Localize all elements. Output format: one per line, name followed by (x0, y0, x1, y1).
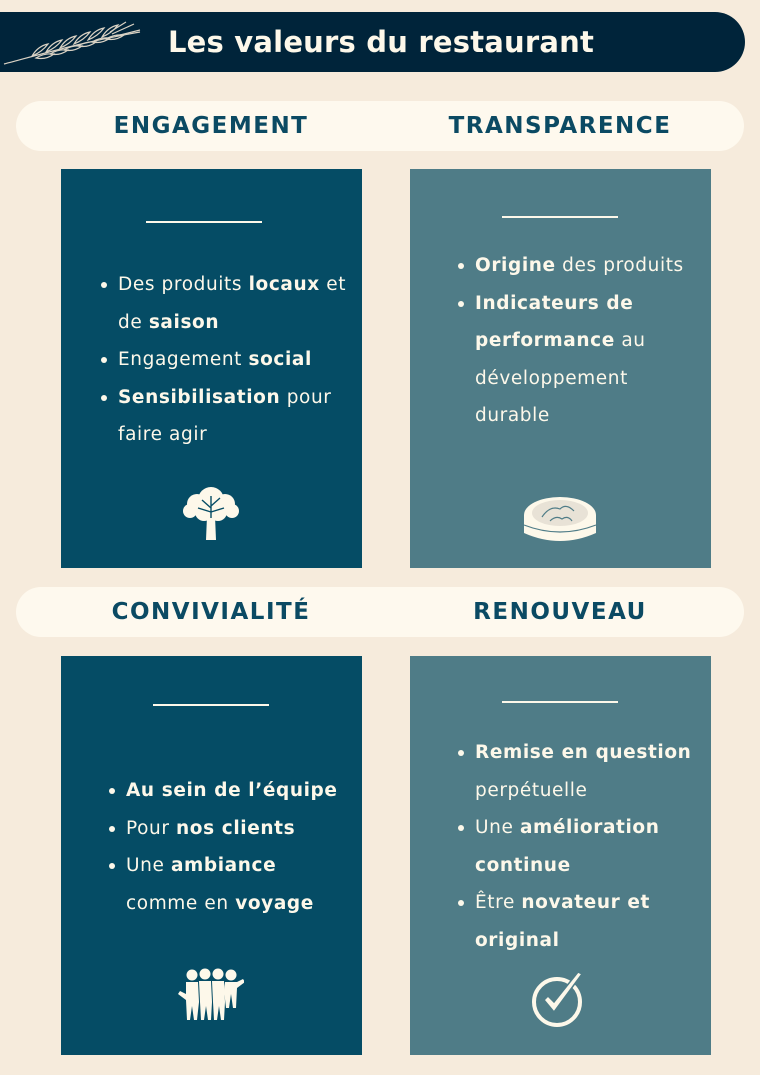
card-transparence (410, 169, 711, 568)
bullet-item (475, 884, 697, 959)
group-icon (178, 968, 244, 1022)
bullet-item (475, 734, 697, 809)
bullet-item (126, 810, 352, 848)
section-header-band (16, 587, 744, 637)
bullet-text-bold: novateur et original (475, 892, 650, 951)
bullet-text: Une (126, 855, 171, 876)
bullet-text: des produits (555, 255, 684, 276)
bullet-list (475, 734, 697, 959)
bullet-text: Être (475, 892, 522, 913)
bullet-item (126, 847, 352, 922)
bullet-item (118, 379, 350, 454)
bullet-text: perpétuelle (475, 779, 588, 801)
wheat-icon (2, 20, 142, 68)
bullet-text: Engagement (118, 349, 249, 370)
header-banner (0, 12, 745, 72)
section-heading-engagement: ENGAGEMENT (113, 113, 309, 139)
bullet-text-bold: Au sein de l’équipe (126, 780, 338, 801)
section-heading-renouveau: RENOUVEAU (473, 599, 647, 625)
bullet-text-bold: amélioration continue (475, 817, 660, 876)
bullet-text-bold: nos clients (176, 817, 296, 839)
bullet-text-bold: saison (148, 311, 220, 333)
card-renouveau (410, 656, 711, 1055)
section-header-band (16, 101, 744, 151)
divider (146, 221, 262, 223)
bullet-text-bold: voyage (235, 892, 314, 914)
bullet-item (118, 266, 350, 341)
divider (153, 704, 269, 706)
section-heading-convivialite: CONVIVIALITÉ (111, 599, 311, 625)
bullet-text-bold: Origine (475, 255, 556, 276)
divider (502, 701, 618, 703)
bullet-text-bold: ambiance (170, 855, 277, 876)
section-heading-transparence: TRANSPARENCE (448, 113, 672, 139)
bullet-text: Pour (126, 817, 177, 839)
bullet-item (118, 341, 350, 379)
tree-icon (180, 482, 242, 542)
bullet-text-bold: Remise en question (475, 742, 692, 763)
bullet-list (126, 772, 352, 922)
page-title: Les valeurs du restaurant (168, 25, 595, 59)
checkmark-icon (530, 970, 588, 1030)
bullet-text-bold: Indicateurs de performance (475, 292, 634, 351)
bullet-item (475, 285, 697, 435)
card-engagement (61, 169, 362, 568)
bowl-icon (522, 491, 598, 551)
bullet-item (126, 772, 352, 810)
divider (502, 216, 618, 218)
bullet-text-bold: social (248, 349, 312, 370)
bullet-list (475, 247, 697, 435)
bullet-text: et de (118, 274, 347, 333)
bullet-text-bold: locaux (248, 274, 320, 295)
bullet-list (118, 266, 350, 454)
bullet-item (475, 809, 697, 884)
bullet-text: Une (475, 817, 520, 838)
bullet-text: Des produits (118, 274, 249, 295)
card-convivialite (61, 656, 362, 1055)
bullet-text: pour faire agir (118, 386, 332, 445)
bullet-text-bold: Sensibilisation (118, 386, 281, 408)
bullet-item (475, 247, 697, 285)
bullet-text: comme en (126, 892, 236, 914)
bullet-text: au développement durable (475, 330, 646, 426)
